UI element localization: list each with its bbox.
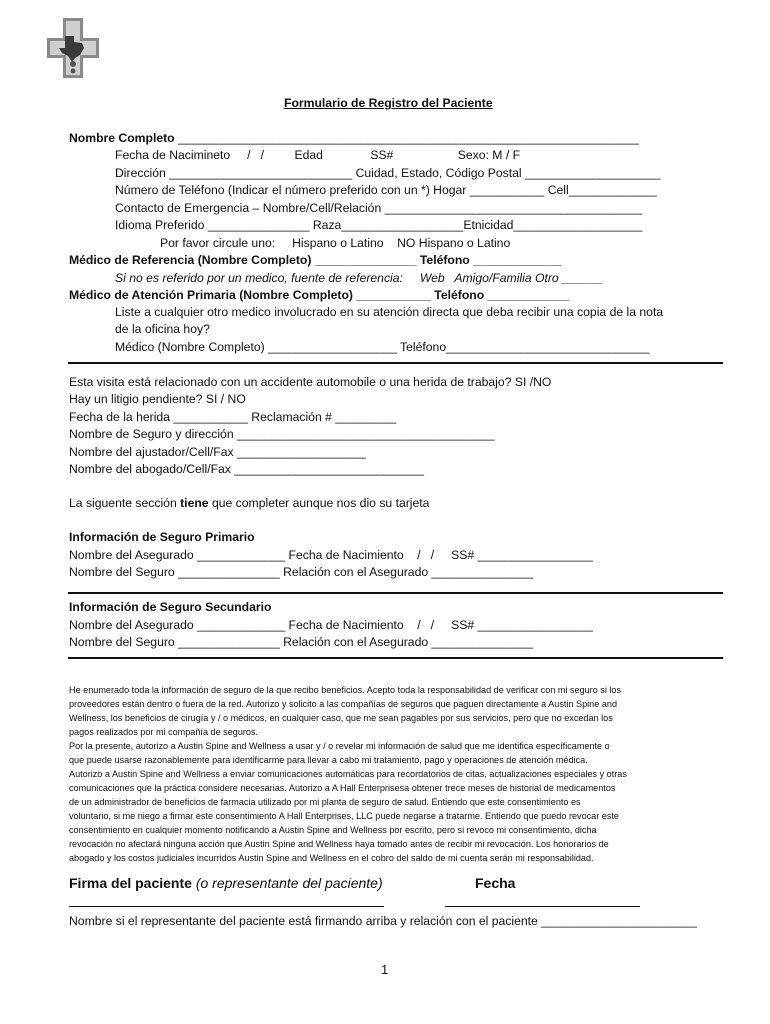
primary-insurer-row: Nombre del Seguro _______________ Relación con el Asegurado _______________ bbox=[69, 565, 534, 579]
consent-line: proveedores están dentro o fuera de la red. Autorizo y solicito a las compañías de seguros que paguen directamente a Austin Spine and bbox=[69, 699, 617, 709]
secondary-insured-row: Nombre del Asegurado _____________ Fecha de Nacimiento / / SS# _________________ bbox=[69, 618, 593, 632]
consent-line: pagos realizados por mi compañía de seguros. bbox=[69, 727, 259, 737]
consent-line: Wellness, los beneficios de cirugía y / o médicos, en cualquier caso, que me sean pagables por sus servicios, pero que no excedan los bbox=[69, 713, 613, 723]
adjuster-row: Nombre del ajustador/Cell/Fax ___________________ bbox=[69, 445, 366, 459]
primary-insured-row: Nombre del Asegurado _____________ Fecha de Nacimiento / / SS# _________________ bbox=[69, 548, 593, 562]
section-note-bold: tiene bbox=[180, 496, 209, 510]
date-label: Fecha bbox=[475, 875, 516, 891]
insurance-address-row: Nombre de Seguro y dirección ______________________________________ bbox=[69, 427, 495, 441]
full-name-label: Nombre Completo bbox=[69, 131, 175, 145]
accident-question: Esta visita está relacionado con un accidente automobile o una herida de trabajo? SI /NO bbox=[69, 375, 552, 389]
ethnicity-circle-row: Por favor circule uno: Hispano o Latino NO Hispano o Latino bbox=[160, 236, 511, 250]
consent-line: consentimiento en cualquier momento notificando a Austin Spine and Wellness por escrito, pero si revoco mi consentimiento, dicha bbox=[69, 825, 597, 835]
consent-line: voluntario, si me niego a firmar este consentimiento A Hall Enterprises, LLC puede negarse a tratarme. Entiendo que puedo revocar este bbox=[69, 811, 619, 821]
emergency-contact-row: Contacto de Emergencia – Nombre/Cell/Relación ______________________________________ bbox=[115, 201, 643, 215]
consent-line: Autorizo a Austin Spine and Wellness a enviar comunicaciones automáticas para recordatorios de citas, actualizaciones especiales y otras bbox=[69, 769, 627, 779]
section-note-pre: La siguente sección bbox=[69, 496, 181, 510]
signature-label bbox=[69, 875, 383, 892]
consent-line: comunicaciones que la práctica considere necesarias. Autorizo a A Hall Enterprisesa obtener trece meses de historial de medicamentos bbox=[69, 783, 616, 793]
consent-line: Por la presente, autorizo a Austin Spine and Wellness a usar y / o revelar mi información de salud que me identifica específicamente o bbox=[69, 741, 610, 751]
primary-insurance-heading: Información de Seguro Primario bbox=[69, 530, 255, 544]
representant-row: Nombre si el representante del paciente está firmando arriba y relación con el paciente _______________________ bbox=[69, 914, 698, 928]
section-note bbox=[69, 496, 429, 511]
other-physician-question: Liste a cualquier otro medico involucrado en su atención directa que deba recibir una copia de la nota bbox=[115, 305, 664, 319]
other-physician-question-cont: de la oficina hoy? bbox=[115, 322, 210, 336]
secondary-insurance-heading: Información de Seguro Secundario bbox=[69, 600, 272, 614]
section-divider bbox=[68, 657, 723, 659]
primary-care-row: Médico de Atención Primaria (Nombre Completo) ___________ Teléfono ____________ bbox=[69, 288, 569, 302]
signature-label-bold: Firma del paciente bbox=[69, 875, 192, 891]
signature-label-italic: (o representante del paciente) bbox=[191, 875, 383, 891]
consent-line: He enumerado toda la información de seguro de la que recibo beneficios. Acepto toda la responsabilidad de verificar con mi seguro si los bbox=[69, 685, 622, 695]
injury-date-row: Fecha de la herida ___________ Reclamación # _________ bbox=[69, 410, 397, 424]
consent-line: abogado y los costos judiciales incurridos Austin Spine and Wellness en el cobro del saldo de mi cuenta serán mi responsabilidad. bbox=[69, 853, 594, 863]
full-name-blank: ____________________________________________________________________ bbox=[174, 131, 639, 145]
referring-physician-row: Médico de Referencia (Nombre Completo) _______________ Teléfono _____________ bbox=[69, 253, 562, 267]
phone-row: Número de Teléfono (Indicar el número preferido con un *) Hogar ___________ Cell_____________ bbox=[115, 183, 657, 197]
litigation-question: Hay un litigio pendiente? SI / NO bbox=[69, 392, 246, 406]
consent-paragraph bbox=[69, 669, 709, 879]
page-number: 1 bbox=[381, 962, 389, 977]
signature-line[interactable] bbox=[69, 906, 384, 907]
clinic-logo-cross-icon bbox=[47, 18, 99, 78]
date-line[interactable] bbox=[445, 906, 640, 907]
birth-date-row: Fecha de Nacimineto / / Edad SS# Sexo: M / F bbox=[115, 148, 521, 162]
referral-source-row: Si no es referido por un medico, fuente de referencia: Web Amigo/Familia Otro ______ bbox=[115, 271, 603, 285]
consent-line: de un administrador de beneficios de farmacia utilizado por mi planta de seguro de salud. Entiendo que este consentimiento es bbox=[69, 797, 581, 807]
language-race-row: Idioma Preferido _______________ Raza__________________Etnicidad___________________ bbox=[115, 218, 643, 232]
section-divider bbox=[68, 592, 723, 594]
attorney-row: Nombre del abogado/Cell/Fax ____________________________ bbox=[69, 462, 425, 476]
section-divider bbox=[68, 362, 723, 364]
other-physician-row: Médico (Nombre Completo) ___________________ Teléfono______________________________ bbox=[115, 340, 650, 354]
secondary-insurer-row: Nombre del Seguro _______________ Relación con el Asegurado _______________ bbox=[69, 635, 534, 649]
form-title: Formulario de Registro del Paciente bbox=[284, 96, 493, 110]
consent-line: que puede usarse razonablemente para identificarme para llevar a cabo mi tratamiento, pago y operaciones de atención médica. bbox=[69, 755, 588, 765]
address-row: Dirección ___________________________ Cuidad, Estado, Código Postal ____________________ bbox=[115, 166, 661, 180]
consent-line: revocación no afectará ninguna acción que Austin Spine and Wellness haya tomado antes de recibir mi revocación. Los honorarios de bbox=[69, 839, 609, 849]
full-name-row bbox=[69, 131, 639, 146]
section-note-post: que completer aunque nos dio su tarjeta bbox=[208, 496, 430, 510]
